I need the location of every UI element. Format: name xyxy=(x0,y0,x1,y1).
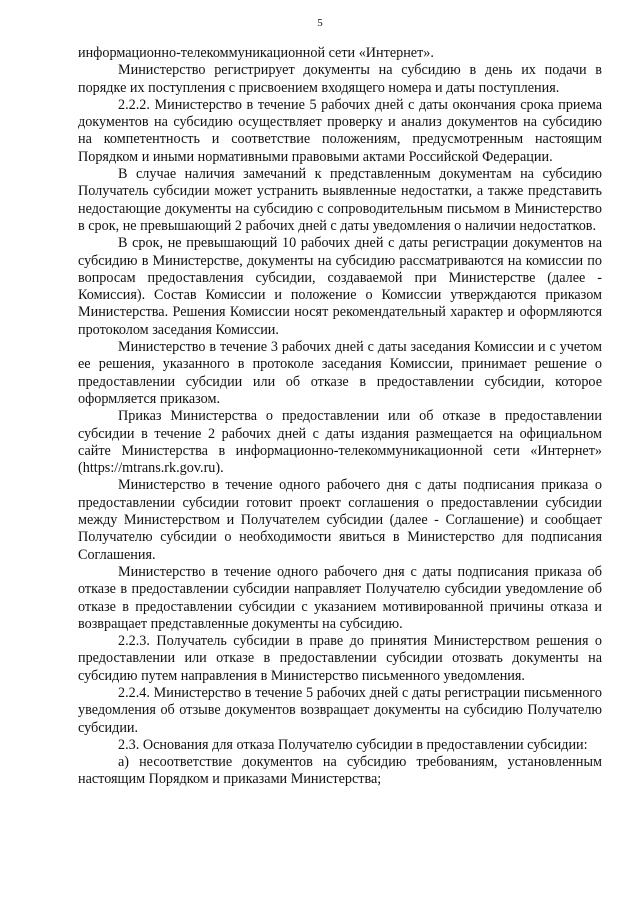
paragraph-registration: Министерство регистрирует документы на субсидию в день их подачи в порядке их поступления с присвоением входящего номера и даты поступления. xyxy=(78,62,602,96)
document-body xyxy=(78,45,602,789)
paragraph-agreement: Министерство в течение одного рабочего дня с даты подписания приказа о предоставлении субсидии готовит проект соглашения о предоставлении субсидии между Министерством и Получателем субсидии (далее - Соглашение) и сообщает Получателю субсидии о необходимости явиться в Министерство для подписания Соглашения. xyxy=(78,477,602,563)
paragraph-remarks: В случае наличия замечаний к представленным документам на субсидию Получатель субсидии может устранить выявленные недостатки, а также представить недостающие документы на субсидию с сопроводительным письмом в Министерство в срок, не превышающий 2 рабочих дней с даты уведомления о наличии недостатков. xyxy=(78,166,602,234)
paragraph-decision: Министерство в течение 3 рабочих дней с даты заседания Комиссии и с учетом ее решения, указанного в протоколе заседания Комиссии, принимает решение о предоставлении субсидии или об отказе в предоставлении субсидии, которое оформляется приказом. xyxy=(78,339,602,407)
paragraph-order-publication: Приказ Министерства о предоставлении или об отказе в предоставлении субсидии в течение 2 рабочих дней с даты издания размещается на официальном сайте Министерства в информационно-телекоммуникационной сети «Интернет» (https://mtrans.rk.gov.ru). xyxy=(78,408,602,477)
paragraph-refusal-notice: Министерство в течение одного рабочего дня с даты подписания приказа об отказе в предоставлении субсидии направляет Получателю субсидии уведомление об отказе в предоставлении субсидии с указанием мотивированной причины отказа и возвращает представленные документы на субсидию. xyxy=(78,563,602,632)
paragraph-2-2-4: 2.2.4. Министерство в течение 5 рабочих дней с даты регистрации письменного уведомления об отзыве документов возвращает документы на субсидию Получателю субсидии. xyxy=(78,684,602,736)
paragraph-commission: В срок, не превышающий 10 рабочих дней с даты регистрации документов на субсидию в Министерстве, документы на субсидию рассматриваются на комиссии по вопросам предоставления субсидии, создаваемой при Министерстве (далее - Комиссия). Состав Комиссии и положение о Комиссии утверждаются приказом Министерства. Решения Комиссии носят рекомендательный характер и оформляются протоколом заседания Комиссии. xyxy=(78,235,602,338)
paragraph-2-3-a: а) несоответствие документов на субсидию требованиям, установленным настоящим Порядком и приказами Министерства; xyxy=(78,754,602,788)
paragraph-2-3: 2.3. Основания для отказа Получателю субсидии в предоставлении субсидии: xyxy=(118,736,588,753)
paragraph-continuation: информационно-телекоммуникационной сети «Интернет». xyxy=(78,45,434,61)
page-number: 5 xyxy=(317,17,323,29)
paragraph-2-2-3: 2.2.3. Получатель субсидии в праве до принятия Министерством решения о предоставлении или отказе в предоставлении субсидии отозвать документы на субсидию путем направления в Министерство письменного уведомления. xyxy=(78,633,602,684)
paragraph-2-2-2: 2.2.2. Министерство в течение 5 рабочих дней с даты окончания срока приема документов на субсидию осуществляет проверку и анализ документов на субсидию на компетентность и соответствие положениям, предусмотренным настоящим Порядком и иными нормативными правовыми актами Российской Федерации. xyxy=(78,96,602,165)
